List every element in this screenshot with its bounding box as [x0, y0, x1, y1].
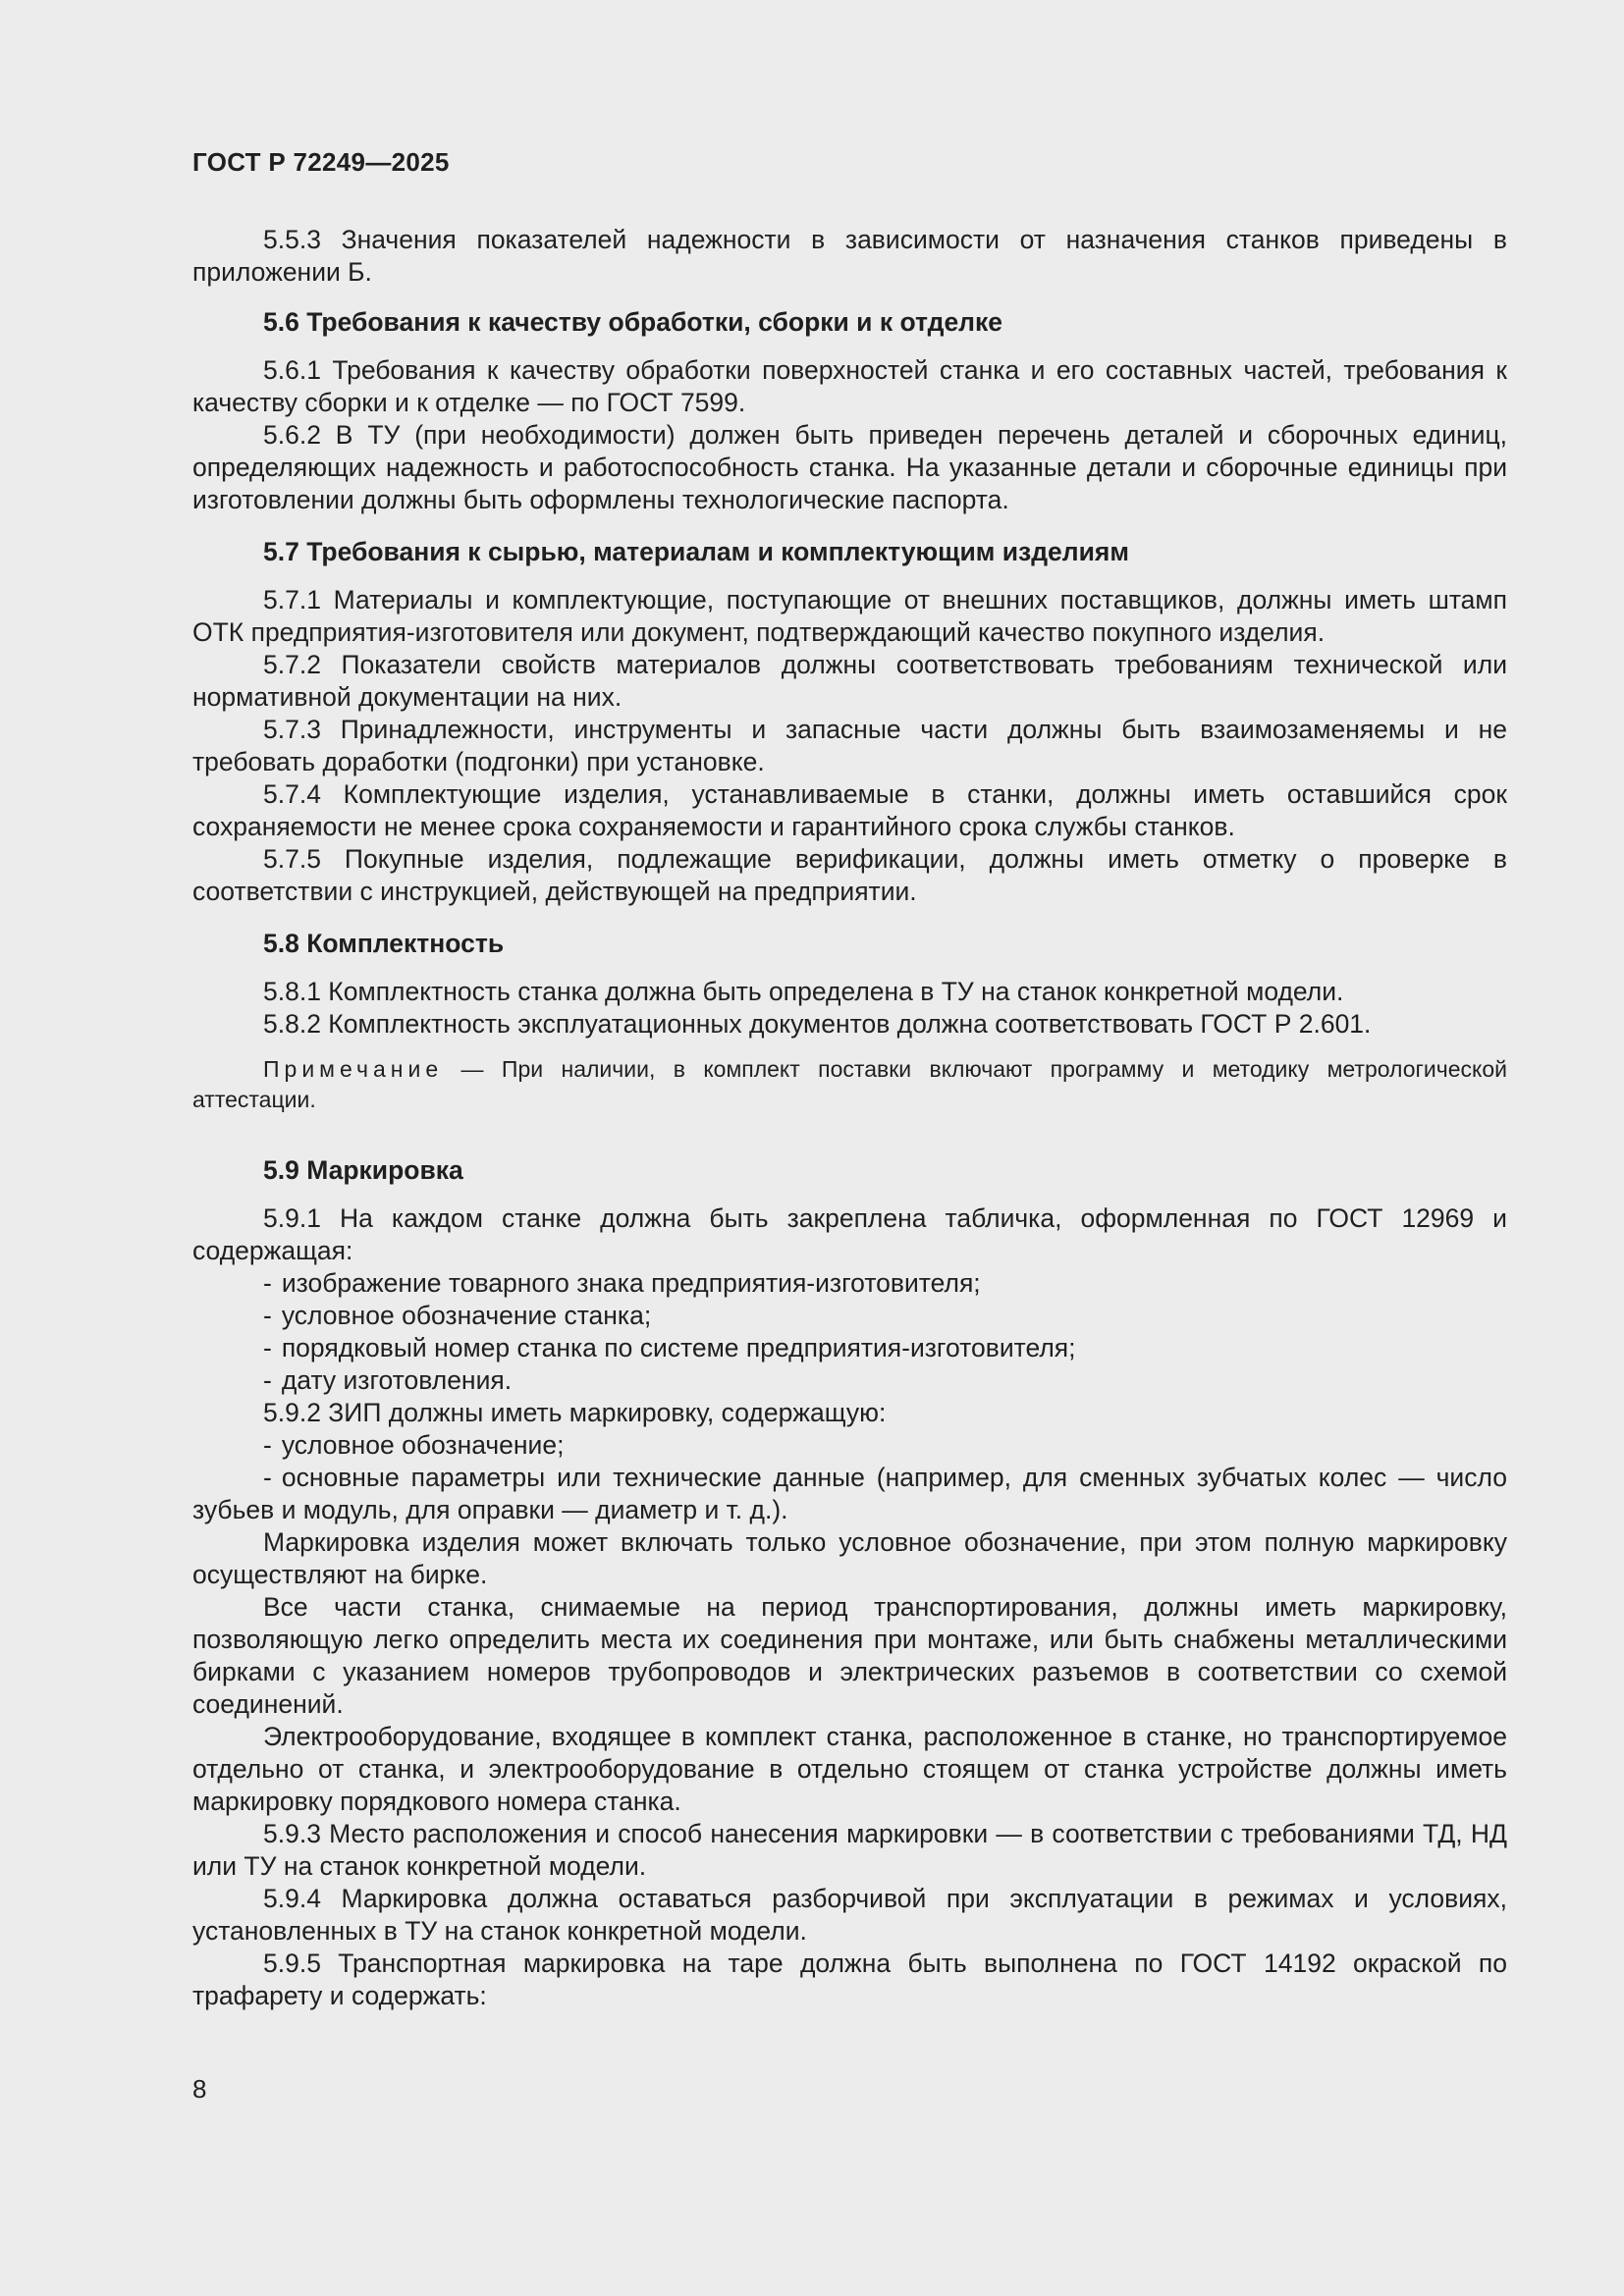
list-item: [192, 1429, 1507, 1462]
list-dash: -: [263, 1333, 272, 1362]
list-item-text: порядковый номер станка по системе предприятия-изготовителя;: [281, 1333, 1076, 1362]
list-item: [192, 1364, 1507, 1397]
heading-5-8: 5.8 Комплектность: [263, 929, 505, 958]
paragraph-5-7-4: 5.7.4 Комплектующие изделия, устанавливаемые в станки, должны иметь оставшийся срок сохраняемости не менее срока сохраняемости и гарантийного срока службы станков.: [192, 779, 1507, 841]
heading-5-6: 5.6 Требования к качеству обработки, сборки и к отделке: [263, 307, 1003, 337]
paragraph-5-7-3: 5.7.3 Принадлежности, инструменты и запасные части должны быть взаимозаменяемы и не требовать доработки (подгонки) при установке.: [192, 715, 1507, 776]
paragraph-5-9-4: 5.9.4 Маркировка должна оставаться разборчивой при эксплуатации в режимах и условиях, установленных в ТУ на станок конкретной модели.: [192, 1884, 1507, 1946]
document-body: [192, 224, 1507, 2012]
paragraph-all-parts: Все части станка, снимаемые на период транспортирования, должны иметь маркировку, позволяющую легко определить места их соединения при монтаже, или быть снабжены металлическими бирками с указанием номеров трубопроводов и электрических разъемов в соответствии со схемой соединений.: [192, 1592, 1507, 1719]
paragraph-5-9-1: 5.9.1 На каждом станке должна быть закреплена табличка, оформленная по ГОСТ 12969 и содержащая:: [192, 1203, 1507, 1265]
paragraph-5-7-5: 5.7.5 Покупные изделия, подлежащие верификации, должны иметь отметку о проверке в соответствии с инструкцией, действующей на предприятии.: [192, 844, 1507, 906]
paragraph-5-5-3: 5.5.3 Значения показателей надежности в зависимости от назначения станков приведены в приложении Б.: [192, 225, 1507, 287]
list-dash: -: [263, 1430, 272, 1460]
paragraph-5-9-5: 5.9.5 Транспортная маркировка на таре должна быть выполнена по ГОСТ 14192 окраской по трафарету и содержать:: [192, 1949, 1507, 2010]
paragraph-5-8-1: 5.8.1 Комплектность станка должна быть определена в ТУ на станок конкретной модели.: [263, 977, 1344, 1006]
list-item: [192, 1332, 1507, 1364]
note-label: Примечание: [263, 1056, 444, 1082]
paragraph-5-9-2: 5.9.2 ЗИП должны иметь маркировку, содержащую:: [263, 1398, 887, 1427]
list-item-text: дату изготовления.: [281, 1365, 513, 1395]
list-dash: -: [263, 1268, 272, 1298]
list-item: [192, 1462, 1507, 1526]
standard-code-header: ГОСТ Р 72249—2025: [192, 147, 450, 177]
list-dash: -: [263, 1301, 272, 1330]
paragraph-5-6-2: 5.6.2 В ТУ (при необходимости) должен быть приведен перечень деталей и сборочных единиц, определяющих надежность и работоспособность станка. На указанные детали и сборочные единицы при изготовлении должны быть оформлены технологические паспорта.: [192, 420, 1507, 514]
list-item-text: условное обозначение станка;: [281, 1301, 652, 1330]
heading-5-7: 5.7 Требования к сырью, материалам и комплектующим изделиям: [263, 537, 1129, 566]
paragraph-5-7-2: 5.7.2 Показатели свойств материалов должны соответствовать требованиям технической или нормативной документации на них.: [192, 650, 1507, 712]
list-item-text: основные параметры или технические данные (например, для сменных зубчатых колес — число зубьев и модуль, для оправки — диаметр и т. д.).: [192, 1463, 1507, 1524]
list-item-text: условное обозначение;: [281, 1430, 565, 1460]
paragraph-marking-label: Маркировка изделия может включать только условное обозначение, при этом полную маркировку осуществляют на бирке.: [192, 1527, 1507, 1589]
paragraph-5-6-1: 5.6.1 Требования к качеству обработки поверхностей станка и его составных частей, требования к качеству сборки и к отделке — по ГОСТ 7599.: [192, 355, 1507, 417]
list-dash: -: [263, 1463, 272, 1492]
list-item: [192, 1267, 1507, 1300]
paragraph-5-8-2: 5.8.2 Комплектность эксплуатационных документов должна соответствовать ГОСТ Р 2.601.: [263, 1009, 1372, 1039]
note-text: — При наличии, в комплект поставки включают программу и методику метрологической аттестации.: [192, 1056, 1507, 1112]
paragraph-5-9-3: 5.9.3 Место расположения и способ нанесения маркировки — в соответствии с требованиями ТД, НД или ТУ на станок конкретной модели.: [192, 1819, 1507, 1881]
list-item-text: изображение товарного знака предприятия-изготовителя;: [281, 1268, 981, 1298]
paragraph-5-7-1: 5.7.1 Материалы и комплектующие, поступающие от внешних поставщиков, должны иметь штамп ОТК предприятия-изготовителя или документ, подтверждающий качество покупного изделия.: [192, 585, 1507, 647]
heading-5-9: 5.9 Маркировка: [263, 1155, 463, 1185]
note: [192, 1054, 1507, 1115]
paragraph-electro: Электрооборудование, входящее в комплект станка, расположенное в станке, но транспортируемое отдельно от станка, и электрооборудование в отдельно стоящем от станка устройстве должны иметь маркировку порядкового номера станка.: [192, 1722, 1507, 1816]
list-dash: -: [263, 1365, 272, 1395]
list-item: [192, 1300, 1507, 1332]
page-number: 8: [192, 2074, 207, 2104]
